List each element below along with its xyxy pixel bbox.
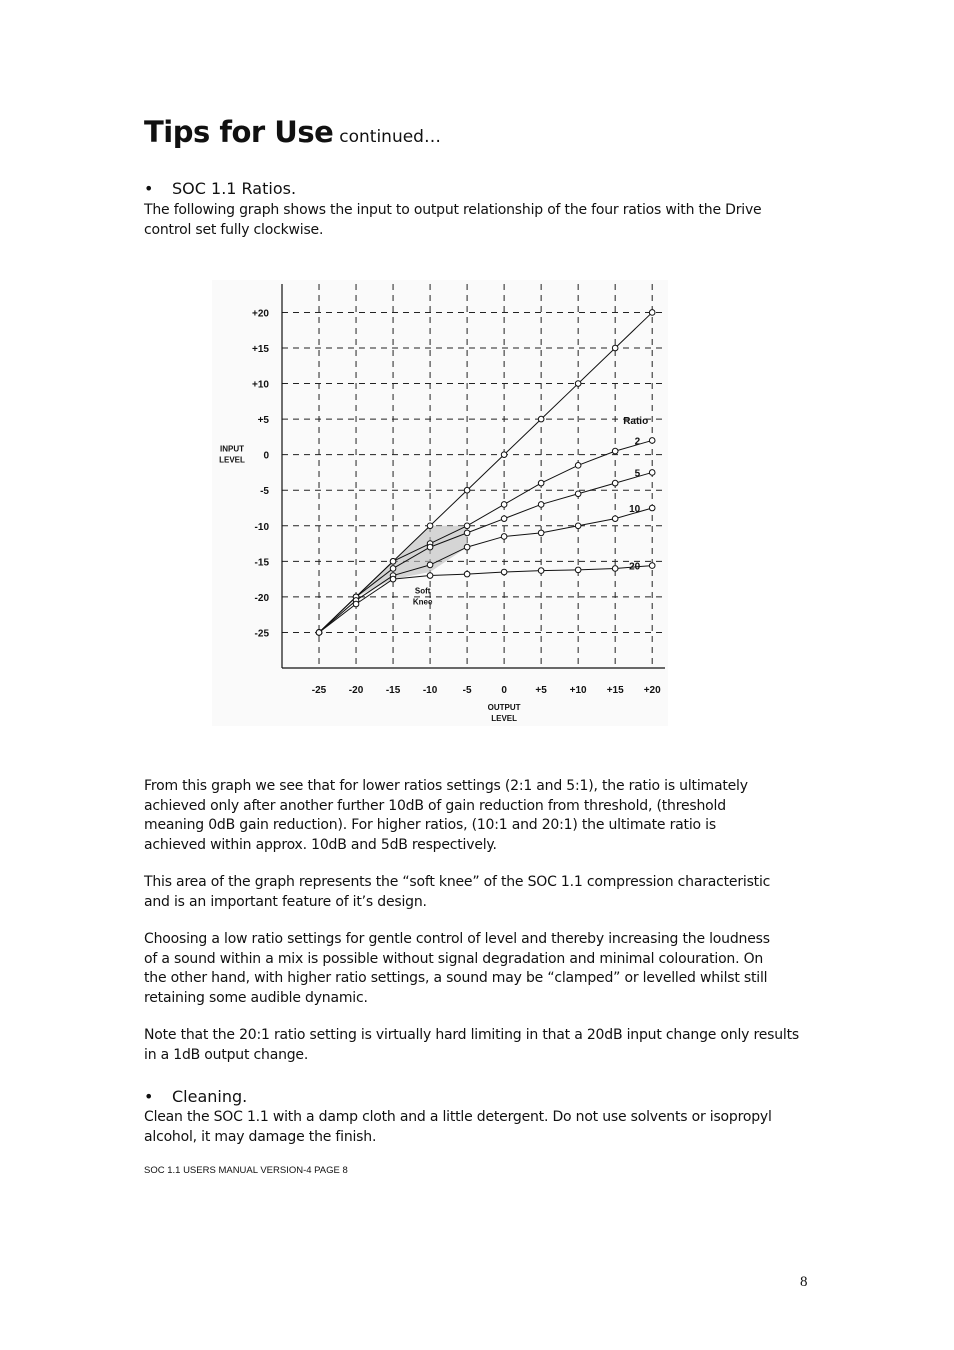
x-tick-label: -5 [462, 685, 472, 696]
x-tick-label: +10 [569, 685, 587, 696]
text-line: Choosing a low ratio settings for gentle control of level and thereby increasing the loudness [144, 931, 770, 947]
series-line-2 [319, 440, 652, 632]
x-tick-label: +15 [606, 685, 624, 696]
paragraph-ratio-choice [144, 930, 819, 1008]
paragraph-hard-limiting [144, 1026, 819, 1065]
title-sub: continued… [339, 127, 441, 147]
data-point [538, 568, 544, 574]
y-axis-title: LEVEL [219, 455, 245, 465]
data-point [501, 502, 507, 508]
data-point [538, 416, 544, 422]
data-point [501, 452, 507, 458]
title-main: Tips for Use [144, 115, 334, 149]
y-tick-label: -5 [260, 486, 269, 498]
soft-knee-label: Soft [414, 586, 431, 596]
x-tick-label: +20 [643, 685, 661, 696]
data-point [575, 567, 581, 573]
data-point [427, 523, 433, 529]
data-point [464, 571, 470, 577]
section-cleaning-heading-text: Cleaning. [172, 1087, 248, 1106]
data-point [538, 480, 544, 486]
x-axis-title: OUTPUT [487, 703, 521, 712]
y-tick-label: 0 [263, 450, 269, 462]
text-line: From this graph we see that for lower ratios settings (2:1 and 5:1), the ratio is ultimately [144, 778, 748, 794]
x-axis-title: LEVEL [491, 714, 518, 723]
data-point [649, 470, 655, 476]
legend-title: Ratio [623, 416, 649, 428]
y-tick-label: -10 [254, 521, 269, 533]
data-point [390, 566, 396, 572]
y-tick-label: -25 [254, 628, 269, 640]
text-line: The following graph shows the input to output relationship of the four ratios with the Drive [144, 202, 762, 218]
x-tick-label: -15 [385, 685, 401, 696]
data-point [612, 480, 618, 486]
x-tick-label: -10 [422, 685, 438, 696]
data-point [612, 566, 618, 572]
ratio-chart-svg [212, 280, 668, 726]
text-line: achieved within approx. 10dB and 5dB respectively. [144, 836, 497, 853]
section-cleaning-heading [144, 1087, 247, 1106]
cleaning-text [144, 1108, 819, 1147]
data-point [427, 573, 433, 579]
y-axis-title: INPUT [220, 444, 244, 454]
data-point [538, 530, 544, 536]
text-line: of a sound within a mix is possible without signal degradation and minimal colouration. On [144, 950, 764, 967]
data-point [464, 487, 470, 493]
data-point [649, 310, 655, 316]
data-point [316, 630, 322, 636]
bullet: • [144, 179, 154, 198]
data-point [575, 491, 581, 497]
text-line: in a 1dB output change. [144, 1046, 309, 1063]
y-tick-label: -15 [254, 557, 269, 569]
data-point [649, 438, 655, 444]
data-point [427, 544, 433, 550]
data-point [353, 601, 359, 607]
paragraph-soft-knee [144, 873, 819, 912]
text-line: This area of the graph represents the “soft knee” of the SOC 1.1 compression characteristic [144, 874, 771, 890]
text-line: and is an important feature of it’s design. [144, 893, 427, 910]
ratios-intro [144, 201, 819, 240]
series-label-10: 10 [629, 504, 641, 515]
data-point [464, 544, 470, 550]
text-line: alcohol, it may damage the finish. [144, 1128, 377, 1145]
footer-text: SOC 1.1 USERS MANUAL VERSION-4 PAGE 8 [144, 1165, 348, 1176]
bullet: • [144, 1087, 154, 1106]
data-point [612, 448, 618, 454]
x-tick-label: -25 [311, 685, 327, 696]
data-point [575, 463, 581, 469]
series-line-5 [319, 472, 652, 632]
data-point [501, 516, 507, 522]
data-point [575, 381, 581, 387]
data-point [501, 569, 507, 575]
y-tick-label: +5 [257, 415, 269, 427]
section-ratios-heading-text: SOC 1.1 Ratios. [172, 179, 297, 198]
text-line: Clean the SOC 1.1 with a damp cloth and a little detergent. Do not use solvents or isopropyl [144, 1109, 772, 1125]
text-line: achieved only after another further 10dB of gain reduction from threshold, (threshold [144, 797, 726, 814]
soft-knee-label: Knee [412, 597, 433, 607]
paragraph-ratio-explanation [144, 777, 819, 855]
data-point [464, 523, 470, 529]
page-number: 8 [800, 1274, 808, 1290]
data-point [464, 530, 470, 536]
page-title [144, 115, 441, 149]
text-line: control set fully clockwise. [144, 221, 324, 238]
text-line: retaining some audible dynamic. [144, 989, 368, 1006]
text-line: the other hand, with higher ratio settings, a sound may be “clamped” or levelled whilst still [144, 970, 768, 986]
series-line-20 [319, 566, 652, 633]
x-tick-label: -20 [348, 685, 364, 696]
data-point [501, 534, 507, 540]
x-tick-label: +5 [535, 685, 547, 696]
data-point [427, 562, 433, 568]
text-line: Note that the 20:1 ratio setting is virtually hard limiting in that a 20dB input change only results [144, 1027, 799, 1043]
y-tick-label: +10 [252, 379, 269, 391]
y-tick-label: -20 [254, 592, 269, 604]
y-tick-label: +20 [252, 308, 269, 320]
data-point [575, 523, 581, 529]
data-point [390, 559, 396, 565]
ratio-chart [212, 280, 668, 726]
series-label-20: 20 [629, 561, 641, 573]
section-ratios-heading [144, 179, 296, 198]
data-point [612, 345, 618, 351]
data-point [390, 576, 396, 582]
x-tick-label: 0 [501, 685, 507, 696]
data-point [538, 502, 544, 508]
series-line-10 [319, 508, 652, 632]
data-point [612, 516, 618, 522]
data-point [649, 505, 655, 511]
y-tick-label: +15 [252, 344, 269, 355]
series-label-2: 2 [634, 436, 641, 448]
series-label-5: 5 [634, 468, 641, 480]
data-point [649, 563, 655, 569]
text-line: meaning 0dB gain reduction). For higher ratios, (10:1 and 20:1) the ultimate ratio is [144, 817, 716, 833]
